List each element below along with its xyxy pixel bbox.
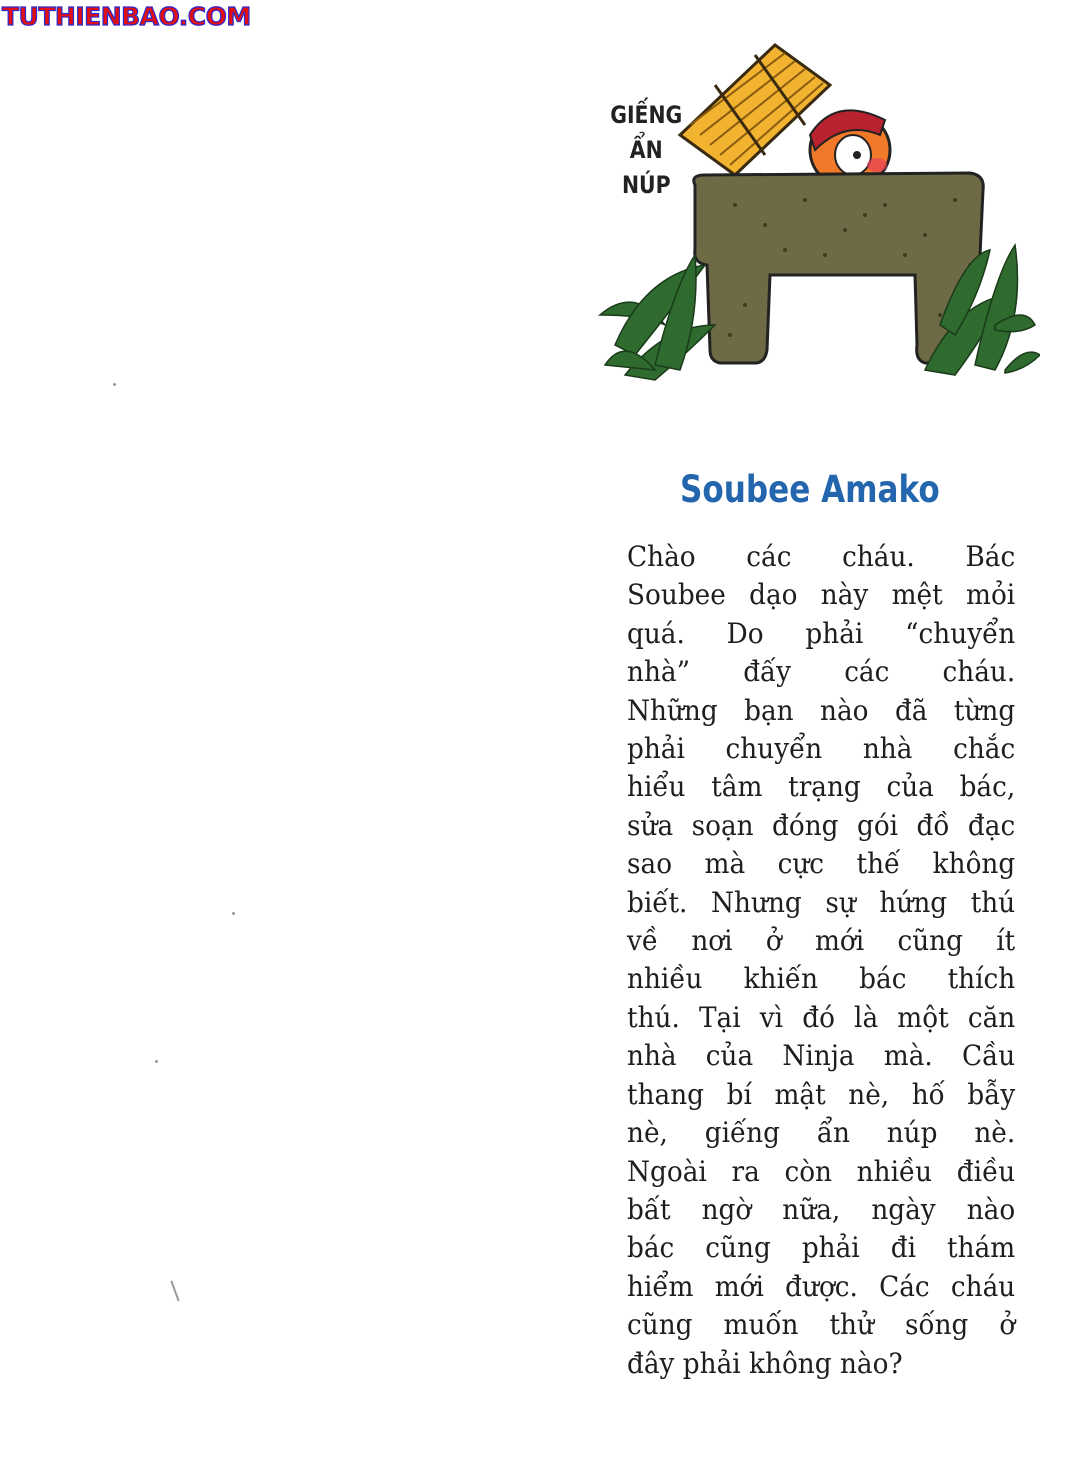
body-line: sửa soạn đóng gói đồ đạc [627, 808, 1016, 842]
body-line: hiểm mới được. Các cháu [627, 1269, 1016, 1303]
scan-speck [232, 912, 235, 915]
body-line: thú. Tại vì đó là một căn [627, 1000, 1016, 1034]
body-line: nè, giếng ẩn núp nè. [627, 1116, 1016, 1150]
caption-line: GIẾNG [610, 101, 683, 129]
caption-line: ẨN [629, 136, 663, 164]
body-line: cũng muốn thử sống ở [627, 1308, 1016, 1342]
body-line: biết. Nhưng sự hứng thú [627, 885, 1016, 919]
body-line: Những bạn nào đã từng [627, 693, 1016, 727]
body-line: Ngoài ra còn nhiều điều [627, 1154, 1016, 1188]
grass-left [600, 255, 715, 380]
body-line: bác cũng phải đi thám [627, 1231, 1016, 1265]
body-line: nhiều khiến bác thích [627, 962, 1016, 996]
scan-speck [170, 1280, 179, 1301]
body-line: nhà của Ninja mà. Cầu [627, 1039, 1016, 1073]
body-line: sao mà cực thế không [627, 847, 1016, 881]
article-title: Soubee Amako [680, 468, 940, 511]
scan-speck [155, 1060, 158, 1063]
stone-well [694, 173, 983, 363]
illustration-caption [608, 98, 685, 203]
body-line: về nơi ở mới cũng ít [627, 924, 1016, 958]
body-line: hiểu tâm trạng của bác, [627, 770, 1016, 804]
body-line: thang bí mật nè, hố bẫy [627, 1077, 1016, 1111]
body-line: quá. Do phải “chuyển [627, 616, 1016, 650]
body-line: bất ngờ nữa, ngày nào [627, 1192, 1016, 1226]
body-line: Chào các cháu. Bác [627, 540, 1016, 573]
caption-line: NÚP [621, 171, 671, 199]
watermark-logo: TUTHIENBAO.COM [2, 2, 251, 31]
bamboo-lid [680, 45, 830, 175]
body-line: Soubee dạo này mệt mỏi [627, 578, 1016, 612]
article-body [627, 538, 1015, 1383]
body-line: phải chuyển nhà chắc [627, 732, 1016, 766]
body-line: nhà” đấy các cháu. [627, 655, 1016, 689]
hidden-well-illustration [595, 25, 1040, 385]
body-line: đây phải không nào? [627, 1346, 903, 1380]
scan-speck [113, 383, 116, 386]
